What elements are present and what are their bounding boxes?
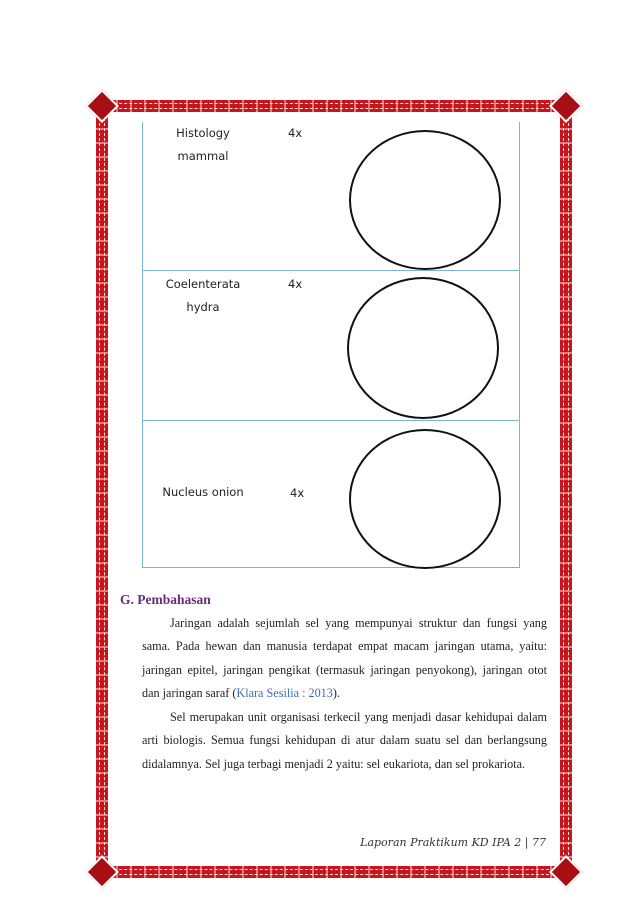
drawing-circle: [349, 130, 501, 270]
magnification: 4x: [288, 277, 303, 291]
frame-border-top: [96, 100, 572, 112]
specimen-name: Coelenterata hydra: [165, 277, 241, 314]
paragraph: Sel merupakan unit organisasi terkecil yang menjadi dasar kehidupai dalam arti biologis. Semua fungsi kehidupan di atur dalam suatu sel dan berlangsung didalamnya. Sel juga terbagi menjadi 2 yaitu: sel eukariota, dan sel prokariota.: [142, 710, 547, 771]
observation-table: [142, 122, 520, 568]
table-row: [143, 270, 519, 420]
magnification: 4x: [290, 486, 305, 500]
page-footer: Laporan Praktikum KD IPA 2 | 77: [360, 836, 546, 849]
drawing-circle: [349, 429, 501, 569]
frame-border-bottom: [96, 866, 572, 878]
drawing-circle: [347, 277, 499, 419]
corner-ornament-icon: [549, 89, 583, 123]
specimen-name: Nucleus onion: [162, 485, 244, 499]
table-row: [143, 420, 519, 567]
corner-ornament-icon: [85, 89, 119, 123]
paragraph: Jaringan adalah sejumlah sel yang mempunyai struktur dan fungsi yang sama. Pada hewan dan manusia terdapat empat macam jaringan utama, yaitu: jaringan epitel, jaringan pengikat (termasuk jaringan penyokong), jaringan otot dan jaringan saraf (Klara Sesilia : 2013).: [142, 616, 547, 701]
table-row: [143, 122, 519, 270]
corner-ornament-icon: [85, 855, 119, 889]
frame-border-left: [96, 100, 108, 878]
specimen-name: Histology mammal: [176, 126, 230, 163]
frame-border-right: [560, 100, 572, 878]
section-heading: G. Pembahasan: [120, 592, 211, 607]
citation: Klara Sesilia : 2013: [236, 686, 333, 701]
magnification: 4x: [288, 126, 303, 140]
corner-ornament-icon: [549, 855, 583, 889]
